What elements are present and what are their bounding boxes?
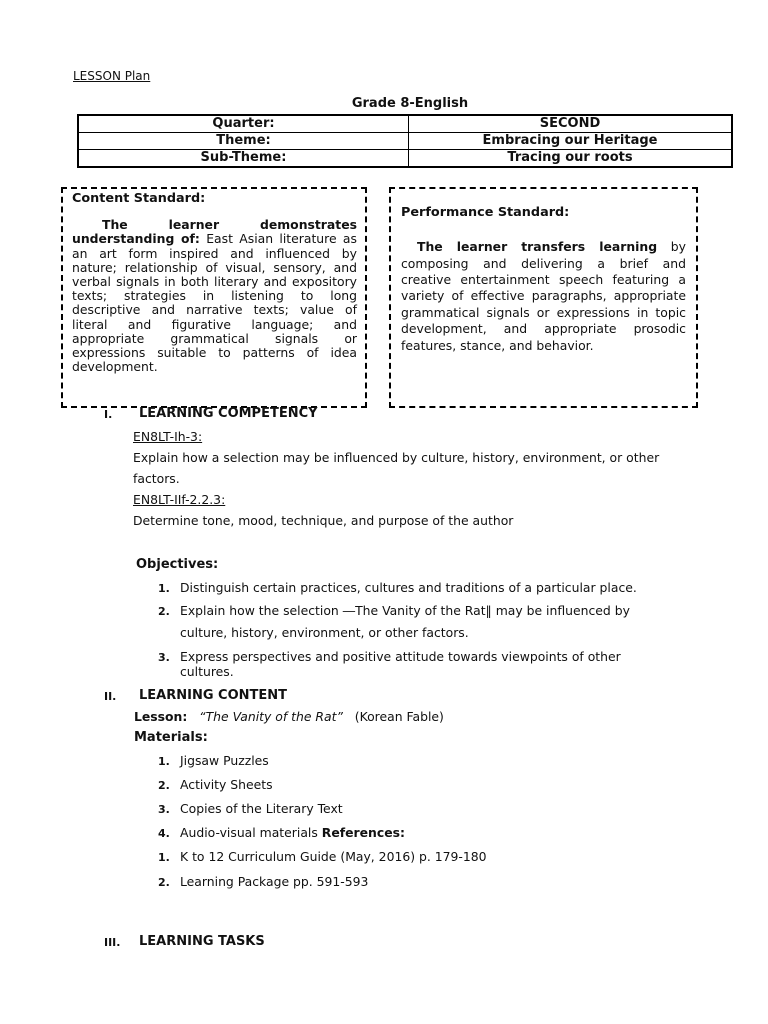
section-2-title: LEARNING CONTENT xyxy=(139,688,287,703)
performance-standard-heading: Performance Standard: xyxy=(401,205,570,220)
objective-2-number: 2. xyxy=(158,605,170,618)
objective-2-cont: culture, history, environment, or other factors. xyxy=(180,625,469,640)
competency-code-2: EN8LT-IIf-2.2.3: xyxy=(133,492,226,507)
performance-standard-lead: The learner transfers learning xyxy=(417,239,658,255)
section-3-title: LEARNING TASKS xyxy=(139,934,265,949)
competency-text-2: Determine tone, mood, technique, and purpose of the author xyxy=(133,513,514,528)
table-row xyxy=(78,115,732,133)
objectives-heading: Objectives: xyxy=(136,557,219,572)
material-1-number: 1. xyxy=(158,755,170,768)
lesson-note: (Korean Fable) xyxy=(354,709,444,724)
objective-3: Express perspectives and positive attitude towards viewpoints of other xyxy=(180,649,621,664)
references-heading: References: xyxy=(321,825,405,840)
lesson-info-table xyxy=(77,114,733,168)
content-standard-heading: Content Standard: xyxy=(72,191,206,206)
reference-2-number: 2. xyxy=(158,876,170,889)
material-1: Jigsaw Puzzles xyxy=(180,753,269,768)
grade-title: Grade 8-English xyxy=(351,96,469,111)
competency-text-1-cont: factors. xyxy=(133,471,180,486)
objective-1: Distinguish certain practices, cultures and traditions of a particular place. xyxy=(180,580,637,595)
objective-1-number: 1. xyxy=(158,582,170,595)
performance-standard-box xyxy=(389,187,698,408)
theme-value: Embracing our Heritage xyxy=(409,133,733,150)
reference-1-number: 1. xyxy=(158,851,170,864)
objective-3-cont: cultures. xyxy=(180,664,234,679)
sub-theme-label: Sub-Theme: xyxy=(78,150,409,168)
section-1-number: I. xyxy=(104,408,113,421)
content-standard-lead: The learner demonstrates xyxy=(102,217,357,233)
competency-text-1: Explain how a selection may be influenced by culture, history, environment, or other xyxy=(133,450,660,465)
competency-code-1: EN8LT-Ih-3: xyxy=(133,429,203,444)
material-4-line xyxy=(180,825,700,841)
material-2: Activity Sheets xyxy=(180,777,273,792)
reference-1: K to 12 Curriculum Guide (May, 2016) p. 179-180 xyxy=(180,849,487,864)
section-2-number: II. xyxy=(104,690,117,703)
lesson-label: Lesson: xyxy=(134,709,188,724)
material-3: Copies of the Literary Text xyxy=(180,801,343,816)
quarter-value: SECOND xyxy=(409,115,733,133)
theme-label: Theme: xyxy=(78,133,409,150)
content-standard-box xyxy=(61,187,367,408)
objective-2: Explain how the selection ―The Vanity of the Rat‖ may be influenced by xyxy=(180,603,630,618)
objective-3-number: 3. xyxy=(158,651,170,664)
table-row xyxy=(78,133,732,150)
quarter-label: Quarter: xyxy=(78,115,409,133)
content-standard-text xyxy=(72,218,357,374)
content-standard-lead-cont: understanding of: xyxy=(72,231,200,247)
document-label: LESSON Plan xyxy=(73,69,151,83)
performance-standard-text xyxy=(401,239,686,354)
performance-standard-body: by composing and delivering a brief and creative entertainment speech featuring a variety of effective paragraphs, appropriate grammatical signals or expressions in topic development, and appropriate prosodic features, stance, and behavior. xyxy=(401,239,686,353)
materials-heading: Materials: xyxy=(134,730,208,745)
content-standard-body: East Asian literature as an art form inspired and influenced by nature; relationship of visual, sensory, and verbal signals in both literary and expository texts; strategies in listening to long descriptive and narrative texts; value of literal and figurative language; and appropriate grammatical signals or expressions suitable to patterns of idea development. xyxy=(72,231,357,375)
lesson-title: “The Vanity of the Rat” xyxy=(199,709,343,724)
material-4-number: 4. xyxy=(158,827,170,840)
lesson-line xyxy=(134,709,444,724)
material-4: Audio-visual materials xyxy=(180,825,318,840)
section-1-title: LEARNING COMPETENCY xyxy=(139,406,318,421)
reference-2: Learning Package pp. 591-593 xyxy=(180,874,369,889)
material-2-number: 2. xyxy=(158,779,170,792)
section-3-number: III. xyxy=(104,936,121,949)
table-row xyxy=(78,150,732,168)
sub-theme-value: Tracing our roots xyxy=(409,150,733,168)
material-3-number: 3. xyxy=(158,803,170,816)
